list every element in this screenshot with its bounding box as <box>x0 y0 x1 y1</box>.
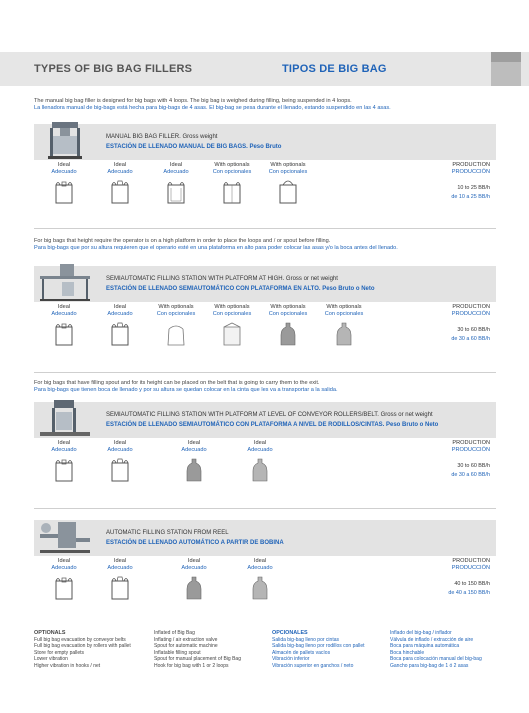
intro-manual <box>34 98 504 112</box>
production-label-es: PRODUCCIÓN <box>451 446 490 453</box>
section-name-en: AUTOMATIC FILLING STATION FROM REEL <box>106 530 229 536</box>
bag-type-column <box>258 162 318 210</box>
big-bag-liner-icon <box>165 179 187 205</box>
suitability-es: Adecuado <box>107 168 133 175</box>
production-rate-es: de 40 a 150 BB/h <box>448 590 490 596</box>
section-header <box>34 124 496 160</box>
suitability-en: Ideal <box>57 162 71 168</box>
semiauto-conveyor-machine-image <box>38 398 92 438</box>
bag-type-column <box>202 304 262 352</box>
optional-item: Boca hinchable <box>390 649 425 656</box>
production-rate-en: 40 to 150 BB/h <box>454 581 490 587</box>
intro-platform-high-en: For big bags that height require the operator is on a high platform in order to place the loops and / or spout before filling. <box>34 238 331 244</box>
bag-type-column <box>146 162 206 210</box>
bag-type-column <box>90 558 150 606</box>
optional-item: Inflating / air extraction valve <box>154 636 218 643</box>
optional-item: Salida big-bag lleno por cintas <box>272 636 339 643</box>
section-name-en: MANUAL BIG BAG FILLER. Gross weight <box>106 134 218 140</box>
optionals-title-es: OPCIONALES <box>272 630 308 636</box>
suitability-en: Ideal <box>113 304 127 310</box>
production-rate-en: 30 to 60 BB/h <box>457 463 490 469</box>
big-bag-baffle-icon <box>221 179 243 205</box>
suitability-es: Adecuado <box>51 168 77 175</box>
suitability-en: With optionals <box>214 162 250 168</box>
suitability-es: Con opcionales <box>156 310 196 317</box>
optional-item: Gancho para big-bag de 1 ó 2 asas <box>390 662 469 669</box>
section-columns <box>34 438 496 498</box>
bag-type-column <box>164 558 224 606</box>
header-tab-marker-dark <box>491 52 521 62</box>
suitability-es: Adecuado <box>247 446 273 453</box>
suitability-es: Adecuado <box>181 446 207 453</box>
suitability-en: With optionals <box>270 162 306 168</box>
production-label-en: PRODUCTION <box>452 440 490 446</box>
section-name-en: SEMIAUTOMATIC FILLING STATION WITH PLATFORM AT HIGH. Gross or net weight <box>106 276 338 282</box>
production-rate-en: 30 to 60 BB/h <box>457 327 490 333</box>
section-name-en: SEMIAUTOMATIC FILLING STATION WITH PLATFORM AT LEVEL OF CONVEYOR ROLLERS/BELT. Gross or net weight <box>106 412 433 418</box>
section-header <box>34 402 496 438</box>
section-auto-reel <box>34 520 496 616</box>
suitability-en: Ideal <box>113 558 127 564</box>
suitability-en: With optionals <box>326 304 362 310</box>
bag-type-column <box>90 440 150 488</box>
optionals-title-en: OPTIONALS <box>34 630 66 636</box>
production-rate-en: 10 to 25 BB/h <box>457 185 490 191</box>
intro-platform-high-es: Para big-bags que por su altura requieren que el operario esté en una plataforma en alto para poder colocar las asas y/o la boca antes del llenado. <box>34 245 398 251</box>
optionals-es-list-a <box>272 630 390 670</box>
filled-sack-icon <box>277 321 299 347</box>
optional-item: Almacén de pallets vacíos <box>272 649 331 656</box>
suitability-es: Adecuado <box>51 446 77 453</box>
big-bag-4-loops-icon <box>53 575 75 601</box>
bag-type-column <box>314 304 374 352</box>
optional-item: Vibración superior en ganchos / neto <box>272 662 354 669</box>
production-box <box>410 558 490 596</box>
intro-platform-conveyor <box>34 380 504 394</box>
bag-type-column <box>34 440 94 488</box>
bag-type-column <box>230 558 290 606</box>
suitability-en: Ideal <box>187 440 201 446</box>
bag-type-column <box>34 162 94 210</box>
suitability-es: Adecuado <box>247 564 273 571</box>
suitability-es: Adecuado <box>181 564 207 571</box>
suitability-es: Con opcionales <box>268 168 308 175</box>
production-rate-es: de 30 a 60 BB/h <box>451 336 490 342</box>
suitability-en: Ideal <box>187 558 201 564</box>
bag-type-column <box>164 440 224 488</box>
manual-filler-machine-image <box>38 120 92 160</box>
page-title-es: TIPOS DE BIG BAG <box>282 63 387 75</box>
optional-item: Inflatable filling spout <box>154 649 201 656</box>
optional-item: Lower vibration <box>34 656 68 663</box>
filled-sack-icon <box>249 575 271 601</box>
optionals-en-list-b <box>154 630 272 670</box>
suitability-en: Ideal <box>57 558 71 564</box>
big-bag-4-loops-icon <box>53 321 75 347</box>
section-columns <box>34 302 496 362</box>
production-label-en: PRODUCTION <box>452 304 490 310</box>
suitability-es: Adecuado <box>51 564 77 571</box>
production-box <box>410 162 490 200</box>
semiauto-platform-machine-image <box>38 262 92 302</box>
bag-type-column <box>146 304 206 352</box>
bag-type-column <box>90 304 150 352</box>
production-rate-es: de 10 a 25 BB/h <box>451 194 490 200</box>
bag-type-column <box>34 558 94 606</box>
production-box <box>410 440 490 478</box>
big-bag-spout-icon <box>109 321 131 347</box>
suitability-en: With optionals <box>214 304 250 310</box>
automatic-reel-machine-image <box>38 516 92 556</box>
intro-manual-es: La llenadora manual de big-bags está hecha para big-bags de 4 asas. El big-bag se pesa durante el llenado, estando suspendido en las 4 asas. <box>34 105 391 111</box>
section-name-es: ESTACIÓN DE LLENADO SEMIAUTOMÁTICO CON PLATAFORMA EN ALTO. Peso Bruto o Neto <box>106 286 375 292</box>
section-columns <box>34 160 496 220</box>
suitability-en: Ideal <box>253 440 267 446</box>
production-label-es: PRODUCCIÓN <box>451 564 490 571</box>
optional-item: Inflated of Big Bag <box>154 630 195 636</box>
optional-item: Full big bag evacuation by conveyor belts <box>34 636 126 643</box>
filled-sack-icon <box>183 575 205 601</box>
optional-item: Boca para máquina automática <box>390 643 460 650</box>
intro-platform-conveyor-es: Para big-bags que tienen boca de llenado y por su altura se quedan colocar en la cinta que les va a transportar a la salida. <box>34 387 338 393</box>
suitability-es: Adecuado <box>107 446 133 453</box>
intro-platform-high <box>34 238 504 252</box>
production-label-es: PRODUCCIÓN <box>451 310 490 317</box>
production-label-es: PRODUCCIÓN <box>451 168 490 175</box>
production-rate-es: de 30 a 60 BB/h <box>451 472 490 478</box>
production-label-en: PRODUCTION <box>452 162 490 168</box>
suitability-en: With optionals <box>158 304 194 310</box>
divider <box>34 228 496 229</box>
big-bag-4-loops-icon <box>53 457 75 483</box>
optional-item: Higher vibration in hooks / net <box>34 662 101 669</box>
optional-item: Vibración inferior <box>272 656 310 663</box>
optional-item: Inflado del big-bag / inflador <box>390 630 452 636</box>
suitability-es: Con opcionales <box>212 168 252 175</box>
suitability-en: Ideal <box>57 440 71 446</box>
suitability-en: With optionals <box>270 304 306 310</box>
big-bag-spout-icon <box>109 575 131 601</box>
big-bag-open-top-icon <box>165 321 187 347</box>
suitability-es: Con opcionales <box>212 310 252 317</box>
bag-type-column <box>202 162 262 210</box>
suitability-en: Ideal <box>113 440 127 446</box>
suitability-es: Adecuado <box>107 310 133 317</box>
suitability-es: Adecuado <box>51 310 77 317</box>
section-name-es: ESTACIÓN DE LLENADO SEMIAUTOMÁTICO CON PLATAFORMA A NIVEL DE RODILLOS/CINTAS. Peso Bruto o Neto <box>106 422 439 428</box>
big-bag-box-icon <box>221 321 243 347</box>
section-semiauto-high-platform <box>34 266 496 362</box>
section-header <box>34 520 496 556</box>
optional-item: Store for empty pallets <box>34 649 85 656</box>
suitability-es: Adecuado <box>107 564 133 571</box>
bag-type-column <box>230 440 290 488</box>
suitability-es: Con opcionales <box>268 310 308 317</box>
divider <box>34 508 496 509</box>
intro-manual-en: The manual big bag filler is designed for big bags with 4 loops. The big bag is weighed during filling, being suspended in 4 loops. <box>34 98 352 104</box>
big-bag-spout-icon <box>109 457 131 483</box>
section-columns <box>34 556 496 616</box>
optional-item: Válvula de inflado / extracción de aire <box>390 636 474 643</box>
section-name-es: ESTACIÓN DE LLENADO MANUAL DE BIG BAGS. Peso Bruto <box>106 144 282 150</box>
optional-item: Salida big-bag lleno por rodillos con pallet <box>272 643 365 650</box>
page-header <box>0 52 529 86</box>
page-top-margin <box>0 0 529 52</box>
big-bag-2-loops-icon <box>277 179 299 205</box>
optional-item: Spout for automatic machine <box>154 643 218 650</box>
divider <box>34 372 496 373</box>
filled-sack-icon <box>249 457 271 483</box>
suitability-es: Con opcionales <box>324 310 364 317</box>
optional-item: Full big bag evacuation by rollers with pallet <box>34 643 131 650</box>
section-name-es: ESTACIÓN DE LLENADO AUTOMÁTICO A PARTIR DE BOBINA <box>106 540 284 546</box>
suitability-en: Ideal <box>169 162 183 168</box>
optionals-es-list-b <box>390 630 508 670</box>
page-title-en: TYPES OF BIG BAG FILLERS <box>34 63 193 75</box>
section-semiauto-conveyor-platform <box>34 402 496 498</box>
optional-item: Hook for big bag with 1 or 2 loops <box>154 662 229 669</box>
section-manual-filler <box>34 124 496 220</box>
suitability-en: Ideal <box>57 304 71 310</box>
section-header <box>34 266 496 302</box>
suitability-en: Ideal <box>113 162 127 168</box>
production-box <box>410 304 490 342</box>
big-bag-spout-icon <box>109 179 131 205</box>
bag-type-column <box>34 304 94 352</box>
intro-platform-conveyor-en: For big bags that have filling spout and for its height can be placed on the belt that is going to carry them to the exit. <box>34 380 320 386</box>
suitability-en: Ideal <box>253 558 267 564</box>
optional-item: Boca para colocación manual del big-bag <box>390 656 482 663</box>
bag-type-column <box>90 162 150 210</box>
bag-type-column <box>258 304 318 352</box>
big-bag-4-loops-icon <box>53 179 75 205</box>
optionals-en-list-a <box>34 630 152 670</box>
production-label-en: PRODUCTION <box>452 558 490 564</box>
filled-sack-icon <box>183 457 205 483</box>
optional-item: Spout for manual placement of Big Bag <box>154 656 241 663</box>
suitability-es: Adecuado <box>163 168 189 175</box>
filled-sack-icon <box>333 321 355 347</box>
